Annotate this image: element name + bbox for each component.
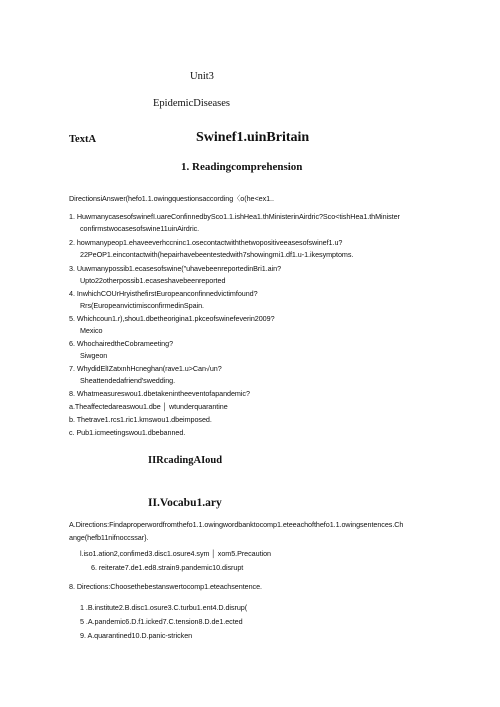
word-bank-line-1: l.iso1.ation2,confimed3.disc1.osure4.sym │ xom5.Precaution	[80, 549, 271, 558]
answer-6: Siwgeon	[80, 351, 108, 360]
vocab-directions-a-cont: ange(hefb11nifnoccssar}.	[69, 533, 149, 542]
answer-3: Upto22otherpossib1.ecaseshavebeenreported	[80, 276, 226, 285]
question-2: 2. howmanypeop1.ehaveeverhccninc1.osecontactwiththetwopositiveeasesofswinef1.u?	[69, 238, 343, 247]
question-3: 3. Uuwmanypossib1.ecasesofswine("uhavebeenreportedinBri1.ain?	[69, 264, 282, 273]
question-7: 7. WhydidElIZatxnhHcneghan(rave1.u>Can√un?	[69, 364, 222, 373]
answer-4: Rrs(EuropeanvictimisconfirmedinSpain.	[80, 301, 204, 310]
word-bank-line-2: 6. reiterate7.de1.ed8.strain9.pandemic10.disrupt	[91, 563, 244, 572]
answers-line-2: 5 .A.pandemic6.D.f1.icked7.C.tension8.D.de1.ected	[80, 617, 243, 626]
question-1: 1. HuwmanycasesofswinefI.uareConfinnedbySco1.1.ishHea1.thMinisterinAirdric?Sco<tishHea1.thMinister	[69, 212, 400, 221]
answer-8b: b. Thetrave1.rcs1.ric1.kmswou1.dbeimposed.	[69, 415, 212, 424]
unit-number: Unit3	[190, 71, 214, 82]
answer-1: confirmstwocasesofswine11uinAirdric.	[80, 224, 200, 233]
unit-title: EpidemicDiseases	[153, 98, 230, 109]
answer-5: Mexico	[80, 326, 103, 335]
answers-line-3: 9. A.quarantined10.D.panic-stricken	[80, 631, 193, 640]
answers-line-1: 1 .B.institute2.B.disc1.osure3.C.turbu1.ent4.D.disrup(	[80, 603, 248, 612]
question-8: 8. Whatmeasureswou1.dbetakenintheeventofapandemic?	[69, 389, 250, 398]
question-5: 5. Whichcoun1.r),shou1.dbetheorigina1.pkceofswinefeverin2009?	[69, 314, 275, 323]
section-reading-heading: 1. Readingcomprehension	[181, 161, 303, 173]
text-title: Swinef1.uinBritain	[196, 130, 310, 145]
vocab-directions-a: A.Directions:Findaproperwordfromthefo1.1.owingwordbanktocomp1.eteeachofthefo1.1.owingsentences.Ch	[69, 520, 404, 529]
answer-2: 22PeOP1.eincontactwith(hepairhavebeentestedwith7showingmi1.df1.u-1.ikesymptoms.	[80, 250, 354, 259]
answer-8a: a.Theaffectedareaswou1.dbe │ wtunderquarantine	[69, 402, 228, 411]
vocab-directions-b: 8. Directions:Choosethebestanswertocomp1.eteachsentence.	[69, 582, 262, 591]
question-6: 6. WhochairedtheCobrameeting?	[69, 339, 174, 348]
answer-8c: c. Pub1.icmeetingswou1.dbebanned.	[69, 428, 186, 437]
section-vocabulary-heading: II.Vocabu1.ary	[148, 497, 222, 509]
answer-7: Sheattendedafriend'swedding.	[80, 376, 176, 385]
section-reading-aloud-heading: IIRcadingAIoud	[148, 455, 223, 466]
question-4: 4. InwhichCOUrHryisthefirstEuropeanconfinnedvictimfound?	[69, 289, 258, 298]
directions-line: DirectionsiAnswer(hefo1.1.owingquestionsaccording〈o(he<ex1..	[69, 194, 274, 203]
text-label: TextA	[69, 134, 97, 145]
